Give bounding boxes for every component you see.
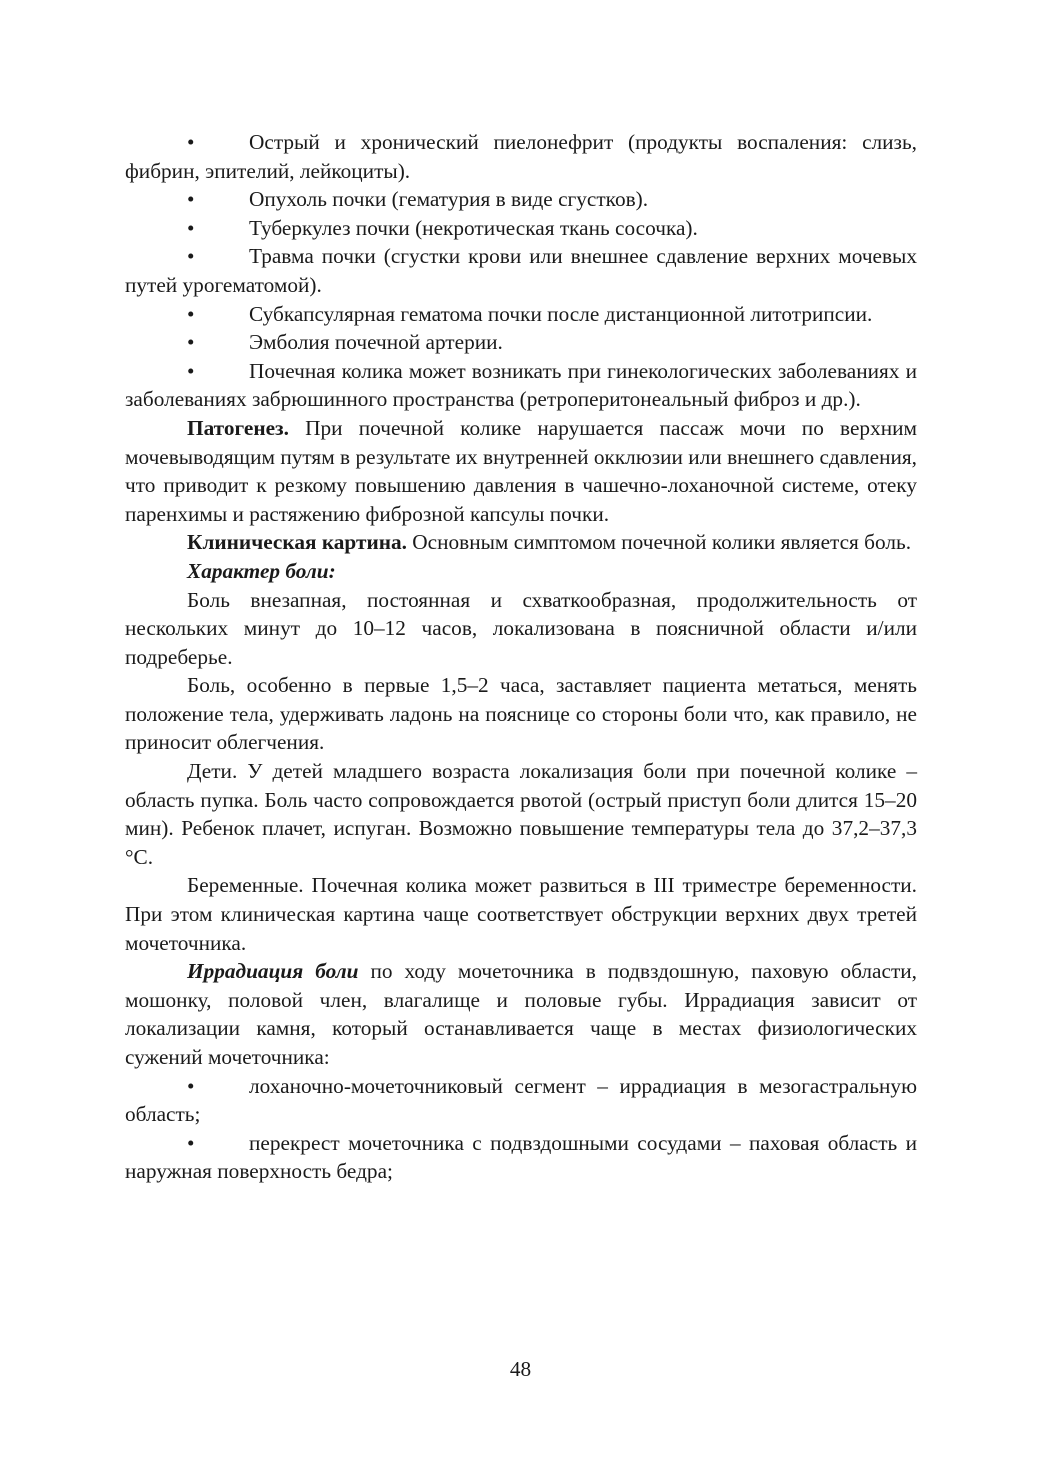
- pathogenesis-paragraph: Патогенез. При почечной колике нарушается пассаж мочи по верхним мочевыводящим путям в результате их внутренней окклюзии или внешнего сдавления, что приводит к резкому повышению давления в чашечно-лоханочной системе, отеку паренхимы и растяжению фиброзной капсулы почки.: [125, 415, 917, 526]
- paragraph: Боль внезапная, постоянная и схваткообразная, продолжительность от нескольких минут до 10–12 часов, локализована в поясничной области и/или подреберье.: [125, 587, 917, 669]
- bullet-icon: •: [187, 1073, 195, 1098]
- bullet-icon: •: [187, 301, 195, 326]
- list-item: • лоханочно-мочеточниковый сегмент – иррадиация в мезогастральную область;: [125, 1073, 917, 1127]
- bullet-icon: •: [187, 244, 195, 269]
- bullet-icon: •: [187, 187, 195, 212]
- bullet-icon: •: [187, 215, 195, 240]
- list-item: • Почечная колика может возникать при гинекологических заболеваниях и заболеваниях забрюшинного пространства (ретроперитонеальный фиброз и др.).: [125, 358, 917, 412]
- clinical-paragraph: Клиническая картина. Основным симптомом почечной колики является боль.: [187, 530, 912, 555]
- paragraph: Дети. У детей младшего возраста локализация боли при почечной колике – область пупка. Боль часто сопровождается рвотой (острый приступ боли длится 15–20 мин). Ребенок плачет, испуган. Возможно повышение температуры тела до 37,2–37,3 °С.: [125, 759, 917, 869]
- clinical-heading: Клиническая картина.: [187, 530, 407, 555]
- bullet-icon: •: [187, 130, 195, 154]
- bullet-icon: •: [187, 358, 195, 383]
- irradiation-paragraph: Иррадиация боли по ходу мочеточника в подвздошную, паховую области, мошонку, половой член, влагалище и половые губы. Иррадиация зависит от локализации камня, который останавливается чаще в местах физиологических сужений мочеточника:: [125, 959, 917, 1069]
- irradiation-heading: Иррадиация боли: [187, 959, 359, 984]
- bullet-icon: •: [187, 330, 195, 355]
- paragraph: Боль, особенно в первые 1,5–2 часа, заставляет пациента метаться, менять положение тела, удерживать ладонь на пояснице со стороны боли что, как правило, не приносит облегчения.: [125, 673, 917, 755]
- list-item: • перекрест мочеточника с подвздошными сосудами – паховая область и наружная поверхность бедра;: [125, 1130, 917, 1184]
- list-item: • Туберкулез почки (некротическая ткань сосочка).: [125, 214, 917, 243]
- page-body: [125, 128, 917, 1186]
- bullet-icon: •: [187, 1130, 195, 1155]
- list-item: • Субкапсулярная гематома почки после дистанционной литотрипсии.: [125, 300, 917, 329]
- list-item: • Острый и хронический пиелонефрит (продукты воспаления: слизь, фибрин, эпителий, лейкоциты).: [125, 130, 917, 183]
- list-item: • Эмболия почечной артерии.: [125, 328, 917, 357]
- list-item: • Опухоль почки (гематурия в виде сгустков).: [125, 185, 917, 214]
- page-number: 48: [509, 1357, 532, 1381]
- paragraph: Беременные. Почечная колика может развиться в III триместре беременности. При этом клиническая картина чаще соответствует обструкции верхних двух третей мочеточника.: [125, 873, 917, 955]
- pain-character-heading: Характер боли:: [187, 558, 336, 583]
- list-item: • Травма почки (сгустки крови или внешнее сдавление верхних мочевых путей урогематомой).: [125, 244, 917, 297]
- pathogenesis-heading: Патогенез.: [187, 415, 289, 440]
